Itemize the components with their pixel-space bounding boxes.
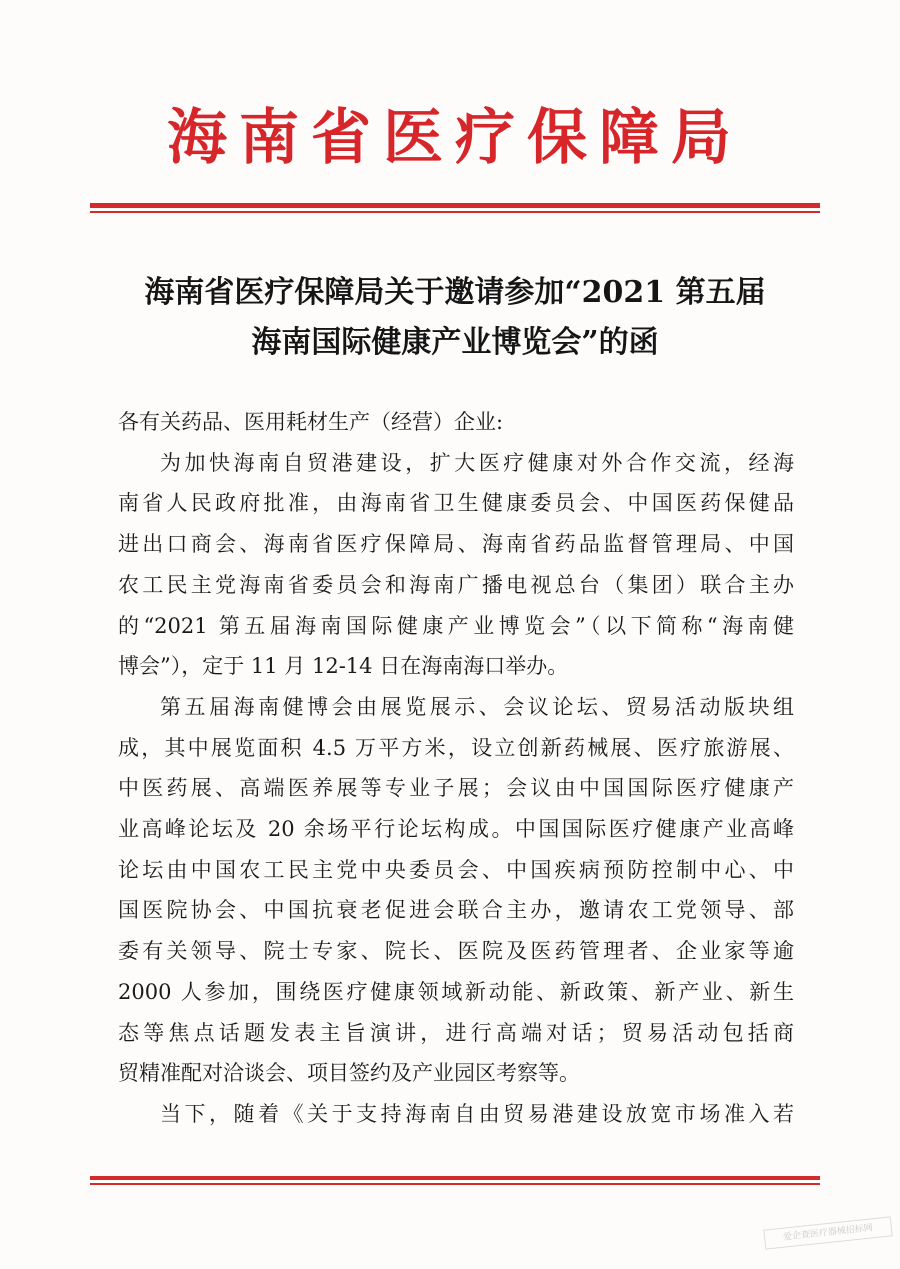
document-body: [118, 402, 794, 1135]
salutation: 各有关药品、医用耗材生产（经营）企业:: [118, 410, 504, 434]
letterhead-rule-thin: [90, 211, 820, 213]
body-line: 2000 人参加，围绕医疗健康领域新动能、新政策、新产业、新生: [118, 979, 794, 1004]
body-line: 态等焦点话题发表主旨演讲，进行高端对话；贸易活动包括商: [118, 1020, 794, 1045]
body-line: 第五届海南健博会由展览展示、会议论坛、贸易活动版块组: [160, 694, 794, 719]
footer-rule-thick: [90, 1176, 820, 1180]
letterhead-title: 海南省医疗保障局: [167, 103, 743, 173]
body-line: 博会”），定于 11 月 12-14 日在海南海口举办。: [118, 654, 569, 679]
footer-rule-thin: [90, 1183, 820, 1185]
body-line: 委有关领导、院士专家、院长、医院及医药管理者、企业家等逾: [118, 939, 794, 964]
body-line: 贸精准配对洽谈会、项目签约及产业园区考察等。: [118, 1061, 580, 1086]
body-line: 国医院协会、中国抗衰老促进会联合主办，邀请农工党领导、部: [118, 898, 794, 923]
document-title: [100, 268, 810, 368]
body-line: 农工民主党海南省委员会和海南广播电视总台（集团）联合主办: [118, 572, 794, 597]
body-line: 进出口商会、海南省医疗保障局、海南省药品监督管理局、中国: [118, 532, 794, 557]
body-line: 为加快海南自贸港建设，扩大医疗健康对外合作交流，经海: [160, 450, 794, 475]
body-line: 南省人民政府批准，由海南省卫生健康委员会、中国医药保健品: [118, 491, 794, 516]
body-line: 成，其中展览面积 4.5 万平方米，设立创新药械展、医疗旅游展、: [118, 735, 794, 760]
watermark: 爱企查医疗器械招标网: [763, 1216, 892, 1249]
title-line-1: 海南省医疗保障局关于邀请参加“2021 第五届: [144, 275, 766, 310]
scan-mark: [372, 34, 386, 38]
body-line: 中医药展、高端医养展等专业子展；会议由中国国际医疗健康产: [118, 776, 794, 801]
letterhead-rule-thick: [90, 203, 820, 208]
body-line: 的“2021 第五届海南国际健康产业博览会”（以下简称“海南健: [118, 613, 794, 638]
title-line-2: 海南国际健康产业博览会”的函: [251, 325, 659, 360]
body-line: 论坛由中国农工民主党中央委员会、中国疾病预防控制中心、中: [118, 857, 794, 882]
body-line: 业高峰论坛及 20 余场平行论坛构成。中国国际医疗健康产业高峰: [118, 817, 794, 842]
body-line: 当下，随着《关于支持海南自由贸易港建设放宽市场准入若: [160, 1101, 794, 1126]
